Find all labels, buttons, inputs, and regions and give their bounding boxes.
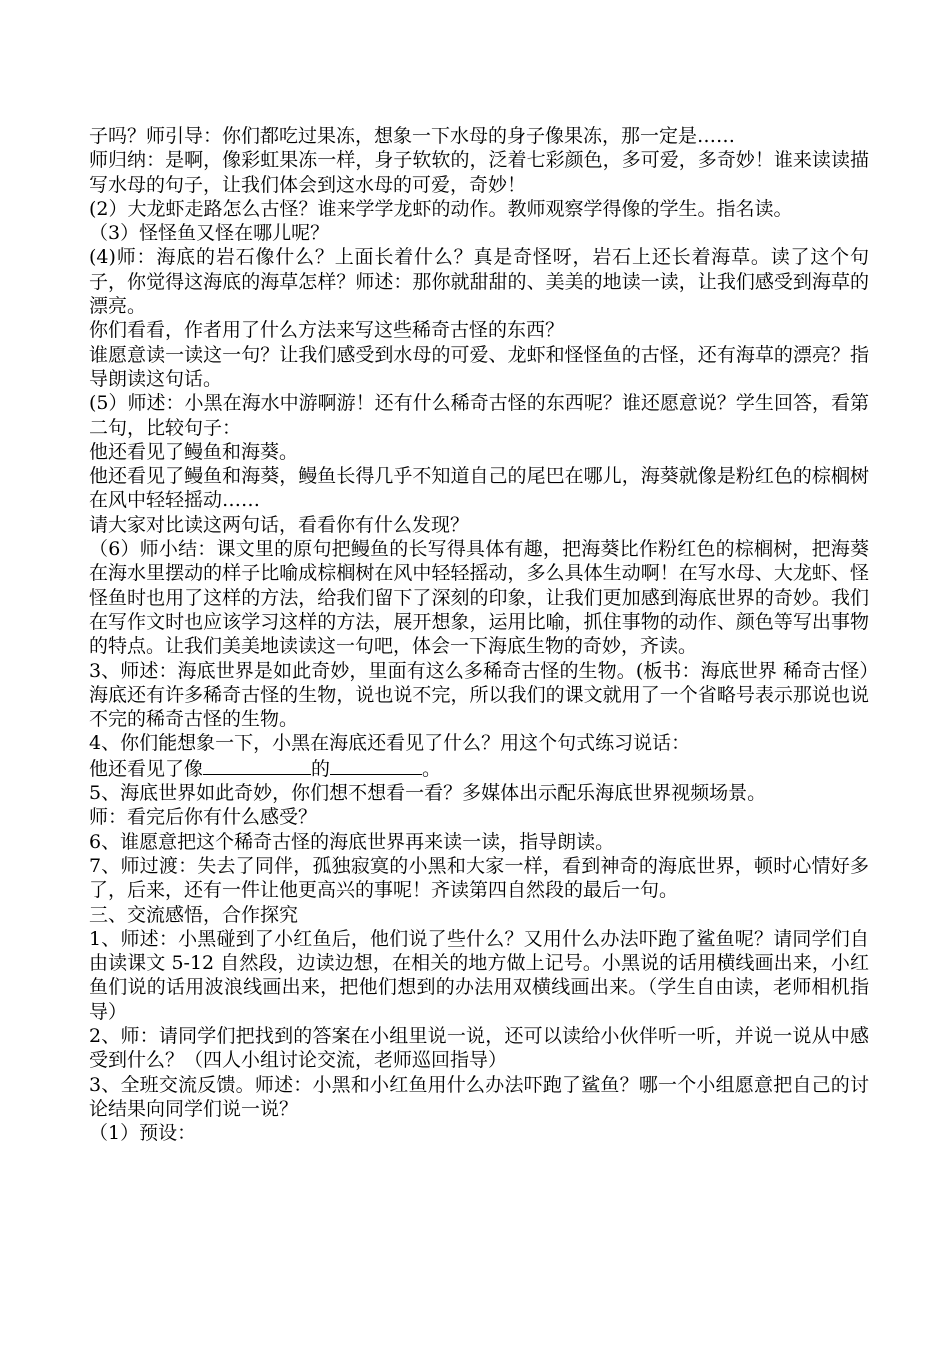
paragraph: （3）怪怪鱼又怪在哪儿呢？ (89, 222, 330, 245)
paragraph: (4)师：海底的岩石像什么？上面长着什么？真是奇怪呀，岩石上还长着海草。读了这个句子，你觉得这海底的海草怎样？师述：那你就甜甜的、美美的地读一读，让我们感受到海草的漂亮。 (89, 246, 869, 318)
fill-in-text: 他还看见了像 (89, 757, 204, 780)
paragraph: 子吗？师引导：你们都吃过果冻，想象一下水母的身子像果冻，那一定是…… (89, 125, 736, 147)
paragraph: 谁愿意读一读这一句？让我们感受到水母的可爱、龙虾和怪怪鱼的古怪，还有海草的漂亮？指导朗读这句话。 (89, 343, 869, 390)
section-heading: 三、交流感悟，合作探究 (89, 903, 299, 926)
fill-in-blank (203, 756, 311, 775)
paragraph: 2、师：请同学们把找到的答案在小组里说一说，还可以读给小伙伴听一听，并说一说从中感受到什么？（四人小组讨论交流，老师巡回指导） (89, 1024, 869, 1072)
paragraph: 1、师述：小黑碰到了小红鱼后，他们说了些什么？又用什么办法吓跑了鲨鱼呢？请同学们自由读课文 5-12 自然段，边读边想，在相关的地方做上记号。小黑说的话用横线画出来，小红鱼们说的话用波浪线画出来，把他们想到的办法用双横线画出来。（学生自由读，老师相机指导） (89, 927, 869, 1023)
paragraph: 7、师过渡：失去了同伴，孤独寂寞的小黑和大家一样，看到神奇的海底世界，顿时心情好多了，后来，还有一件让他更高兴的事呢！齐读第四自然段的最后一句。 (89, 854, 869, 902)
document-body (89, 124, 869, 1145)
fill-in-text: 的 (311, 757, 331, 780)
paragraph: 他还看见了鳗鱼和海葵。 (89, 440, 299, 463)
paragraph: 他还看见了鳗鱼和海葵，鳗鱼长得几乎不知道自己的尾巴在哪儿，海葵就像是粉红色的棕榈树在风中轻轻摇动…… (89, 465, 869, 512)
paragraph: 3、全班交流反馈。师述：小黑和小红鱼用什么办法吓跑了鲨鱼？哪一个小组愿意把自己的讨论结果向同学们说一说？ (89, 1073, 869, 1120)
paragraph: 你们看看，作者用了什么方法来写这些稀奇古怪的东西？ (89, 319, 565, 342)
fill-in-sentence (89, 756, 869, 781)
paragraph: 师归纳：是啊，像彩虹果冻一样，身子软软的，泛着七彩颜色，多可爱，多奇妙！谁来读读描写水母的句子，让我们体会到这水母的可爱，奇妙！ (89, 149, 869, 196)
paragraph: 6、谁愿意把这个稀奇古怪的海底世界再来读一读，指导朗读。 (89, 830, 615, 853)
paragraph: （1）预设： (89, 1122, 197, 1145)
paragraph: 4、你们能想象一下，小黑在海底还看见了什么？用这个句式练习说话： (89, 732, 691, 755)
paragraph: 师：看完后你有什么感受？ (89, 806, 318, 829)
paragraph: (2）大龙虾走路怎么古怪？谁来学学龙虾的动作。教师观察学得像的学生。指名读。 (89, 197, 793, 220)
paragraph: 5、海底世界如此奇妙，你们想不想看一看？多媒体出示配乐海底世界视频场景。 (89, 782, 767, 805)
paragraph: (5）师述：小黑在海水中游啊游！还有什么稀奇古怪的东西呢？谁还愿意说？学生回答，看第二句，比较句子： (89, 392, 869, 439)
fill-in-text: 。 (422, 757, 442, 780)
paragraph: 3、师述：海底世界是如此奇妙，里面有这么多稀奇古怪的生物。(板书：海底世界 稀奇古怪）海底还有许多稀奇古怪的生物，说也说不完，所以我们的课文就用了一个省略号表示那说也说不完的稀奇古怪的生物。 (89, 659, 869, 731)
paragraph: （6）师小结：课文里的原句把鳗鱼的长写得具体有趣，把海葵比作粉红色的棕榈树，把海葵在海水里摆动的样子比喻成棕榈树在风中轻轻摇动，多么具体生动啊！在写水母、大龙虾、怪怪鱼时也用了这样的方法，给我们留下了深刻的印象，让我们更加感到海底世界的奇妙。我们在写作文时也应该学习这样的方法，展开想象，运用比喻，抓住事物的动作、颜色等写出事物的特点。让我们美美地读读这一句吧，体会一下海底生物的奇妙，齐读。 (89, 538, 869, 658)
fill-in-blank (330, 756, 422, 775)
paragraph: 请大家对比读这两句话，看看你有什么发现？ (89, 513, 470, 536)
